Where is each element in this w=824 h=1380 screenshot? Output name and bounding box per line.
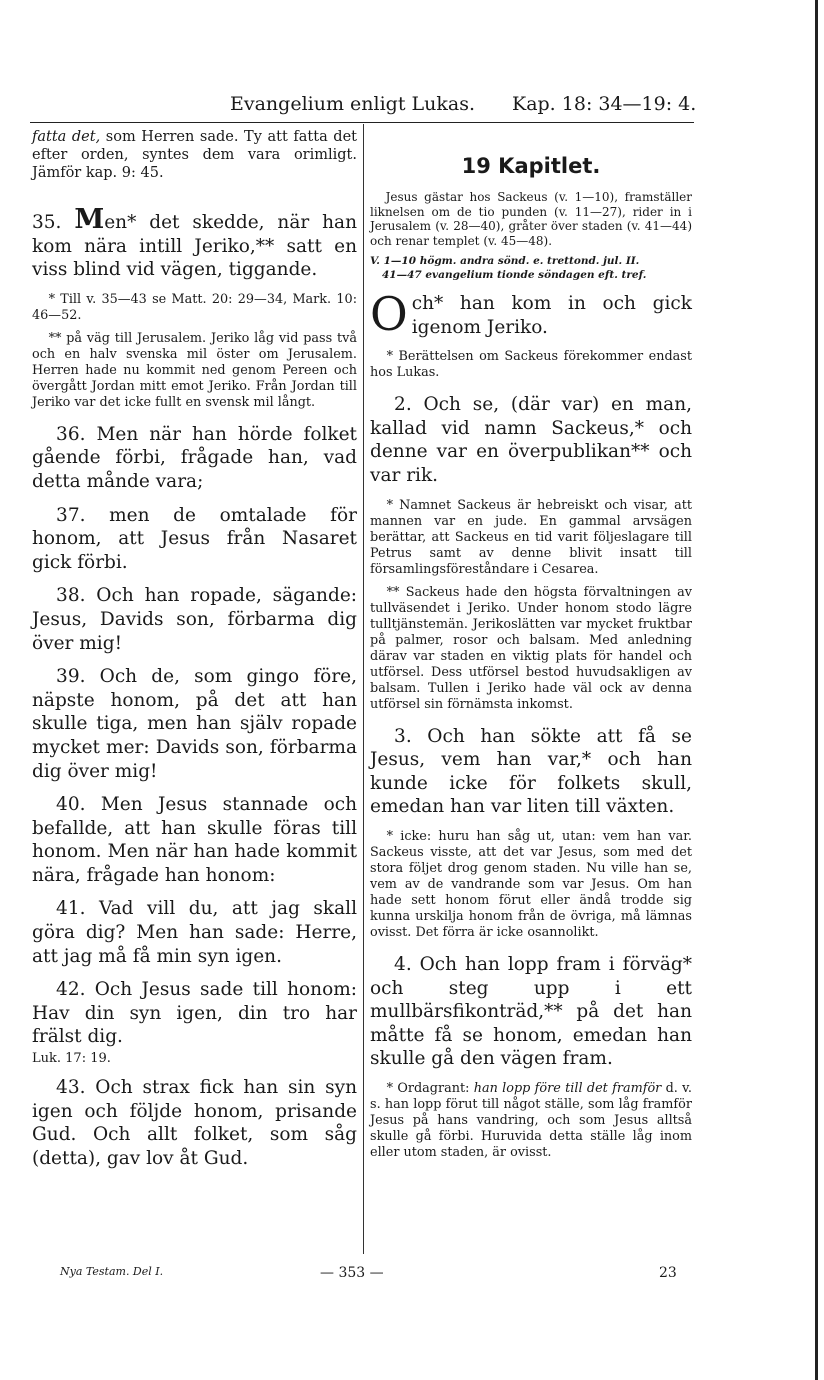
note-4-italic: han lopp före till det framför [473, 1080, 662, 1096]
header-title: Evangelium enligt Lukas. [230, 93, 475, 115]
verse-42: 42. Och Jesus sade till honom: Hav din syn igen, din tro har frälst dig. [32, 979, 357, 1048]
verse-41: 41. Vad vill du, att jag skall göra dig? Men han sade: Herre, att jag må få min syn igen. [32, 898, 357, 967]
sermon-line-2: 41—47 evangelium tionde söndagen eft. tref. [382, 269, 647, 281]
note-2a: * Namnet Sackeus är hebreiskt och visar, att mannen var en jude. En gammal arvsägen berättar, att Sackeus en tid varit följeslagare till Petrus samt av denne blivit insatt till församlingsföreståndare i Cesarea. [370, 497, 692, 577]
note-35b: ** på väg till Jerusalem. Jeriko låg vid pass två och en halv svenska mil öster om Jerusalem. Herren hade nu kommit ned genom Pereen och övergått Jordan mitt emot Jeriko. Från Jordan till Jeriko var det icke fullt en svensk mil långt. [32, 330, 357, 410]
column-divider [363, 124, 364, 1254]
verse-3: 3. Och han sökte att få se Jesus, vem han var,* och han kunde icke för folkets skull, emedan han var liten till växten. [370, 725, 692, 818]
verse-35 [32, 204, 357, 282]
verse-40: 40. Men Jesus stannade och befallde, att han skulle föras till honom. Men när han hade kommit nära, frågade han honom: [32, 794, 357, 886]
sermon-line-1: V. 1—10 högm. andra sönd. e. trettond. jul. II. [370, 255, 640, 267]
header-rule [30, 122, 694, 123]
verse-1-text: ch* han kom in och gick igenom Jeriko. [411, 293, 692, 338]
note-35a: * Till v. 35—43 se Matt. 20: 29—34, Mark. 10: 46—52. [32, 291, 357, 323]
verse-36: 36. Men när han hörde folket gående förbi, frågade han, vad detta månde vara; [32, 423, 357, 492]
chapter-heading: 19 Kapitlet. [461, 154, 601, 178]
footer-source: Nya Testam. Del I. [60, 1265, 164, 1278]
sermon-note [370, 254, 692, 282]
note-4-text: d. v. s. han lopp förut till något ställe, som låg framför Jesus på hans vandring, och som Jesus alltså skulle gå förbi. Huruvida detta ställe låg inom eller utom staden, är ovisst. [370, 1080, 692, 1160]
verse-1 [370, 287, 692, 341]
right-column [370, 128, 692, 1168]
verse-2: 2. Och se, (där var) en man, kallad vid namn Sackeus,* och denne var en överpublikan** och var rik. [370, 394, 692, 486]
left-column [32, 128, 357, 1180]
continued-text: som Herren sade. Ty att fatta det efter orden, syntes dem vara orimligt. Jämför kap. 9: 45. [32, 129, 357, 181]
cross-reference-42: Luk. 17: 19. [32, 1051, 111, 1067]
note-4-star: * Ordagrant: [386, 1080, 474, 1096]
header-chapter-ref: Kap. 18: 34—19: 4. [512, 93, 697, 115]
continued-verse [32, 128, 357, 182]
verse-37: 37. men de omtalade för honom, att Jesus från Nasaret gick förbi. [32, 504, 357, 573]
note-2b: ** Sackeus hade den högsta förvaltningen av tullväsendet i Jeriko. Under honom stodo lägre tulltjänstemän. Jerikoslätten var mycket fruktbar på palmer, rosor och balsam. Med anledning därav var staden en viktig plats för handel och utförsel. Dess utförsel bestod huvudsakligen av balsam. Tullen i Jeriko hade väl ock av denna utförsel sin förnämsta inkomst. [370, 584, 692, 712]
verse-35-num: 35. [32, 212, 75, 233]
signature-mark: 23 [659, 1265, 677, 1281]
verse-4: 4. Och han lopp fram i förväg* och steg upp i ett mullbärsfikonträd,** på det han måtte få se honom, emedan han skulle gå den vägen fram. [370, 953, 692, 1070]
running-header [0, 93, 824, 117]
verse-1-drop-cap: O [370, 287, 408, 341]
page-footer [0, 1265, 824, 1285]
verse-35-text: en* det skedde, när han kom nära intill Jeriko,** satt en viss blind vid vägen, tiggande. [32, 212, 357, 281]
verse-38: 38. Och han ropade, sägande: Jesus, Davids son, förbarma dig över mig! [32, 585, 357, 654]
chapter-summary: Jesus gästar hos Sackeus (v. 1—10), framställer liknelsen om de tio punden (v. 11—27), rider in i Jerusalem (v. 28—40), gråter över staden (v. 41—44) och renar templet (v. 45—48). [370, 190, 692, 248]
note-4 [370, 1081, 692, 1161]
page-right-border [815, 0, 818, 1380]
note-1: * Berättelsen om Sackeus förekommer endast hos Lukas. [370, 349, 692, 381]
verse-43: 43. Och strax fick han sin syn igen och följde honom, prisande Gud. Och allt folket, som såg (detta), gav lov åt Gud. [32, 1077, 357, 1169]
verse-35-initial: M [74, 204, 105, 235]
page-number: — 353 — [320, 1265, 384, 1281]
continued-italic: fatta det, [32, 129, 101, 145]
verse-39: 39. Och de, som gingo före, näpste honom, på det att han skulle tiga, men han själv ropade mycket mer: Davids son, förbarma dig över mig! [32, 666, 357, 782]
note-3: * icke: huru han såg ut, utan: vem han var. Sackeus visste, att det var Jesus, som med det stora följet drog genom staden. Nu ville han se, vem av de vandrande som var Jesus. Om han hade sett honom förut eller ändå trodde sig kunna urskilja honom från de övriga, må lämnas ovisst. Det förra är icke osannolikt. [370, 828, 692, 940]
